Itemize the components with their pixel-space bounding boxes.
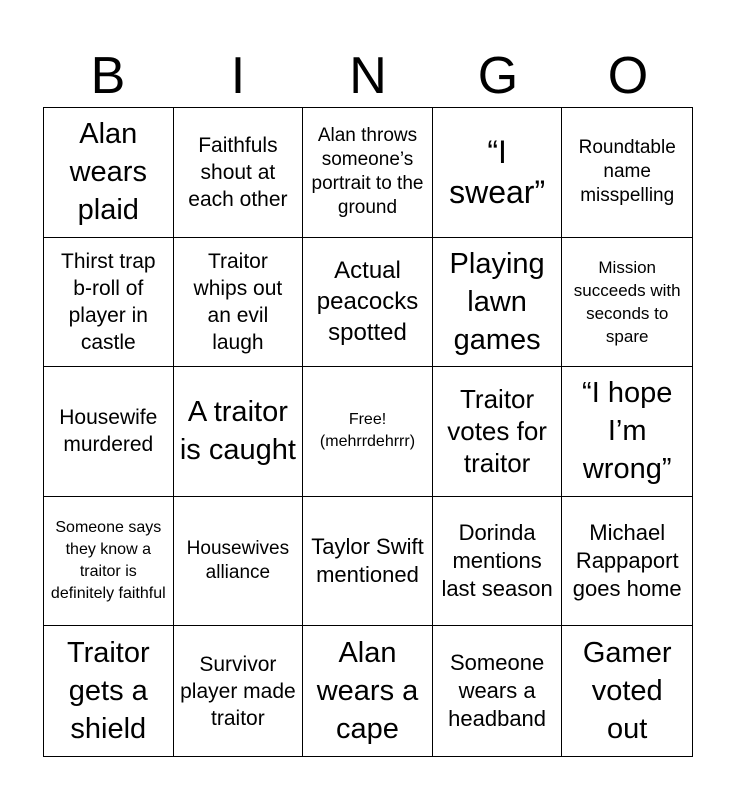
bingo-cell[interactable]: [174, 626, 304, 756]
cell-text: Roundtable name misspelling: [578, 137, 676, 207]
header-letter-n: N: [349, 47, 387, 105]
cell-text: Free! (mehrrdehrrr): [319, 411, 416, 451]
cell-text: Survivor player made traitor: [180, 652, 296, 730]
bingo-cell[interactable]: [44, 238, 174, 368]
bingo-cell[interactable]: [303, 238, 433, 368]
cell-text: Playing lawn games: [449, 247, 545, 356]
free-space-cell[interactable]: [303, 367, 433, 497]
bingo-cell[interactable]: [433, 108, 563, 238]
bingo-cell[interactable]: [433, 367, 563, 497]
bingo-cell[interactable]: [433, 238, 563, 368]
bingo-cell[interactable]: [44, 497, 174, 627]
cell-text: “I swear”: [449, 134, 546, 211]
cell-text: Traitor whips out an evil laugh: [193, 249, 283, 354]
cell-text: Someone says they know a traitor is definitely faithful: [50, 519, 166, 603]
header-letter-b: B: [90, 47, 126, 105]
cell-text: Alan wears plaid: [69, 118, 147, 227]
bingo-cell[interactable]: [303, 497, 433, 627]
cell-text: Gamer voted out: [582, 637, 672, 746]
header-letter-g: G: [477, 47, 519, 105]
bingo-cell[interactable]: [433, 497, 563, 627]
cell-text: Taylor Swift mentioned: [311, 534, 424, 588]
cell-text: Michael Rappaport goes home: [572, 520, 682, 602]
cell-text: “I hope I’m wrong”: [582, 377, 673, 486]
cell-text: Faithfuls shout at each other: [188, 133, 288, 211]
bingo-cell[interactable]: [562, 238, 692, 368]
bingo-cell[interactable]: [174, 238, 304, 368]
bingo-cell[interactable]: [44, 367, 174, 497]
cell-text: Housewife murdered: [59, 406, 158, 457]
cell-text: Dorinda mentions last season: [441, 520, 553, 602]
cell-text: Alan throws someone’s portrait to the ground: [311, 125, 424, 219]
cell-text: Traitor votes for traitor: [447, 384, 547, 479]
cell-text: Mission succeeds with seconds to spare: [573, 257, 681, 346]
bingo-cell[interactable]: [433, 626, 563, 756]
cell-text: Thirst trap b-roll of player in castle: [61, 249, 156, 354]
header-letter-i: I: [230, 47, 246, 105]
bingo-cell[interactable]: [174, 497, 304, 627]
cell-text: Housewives alliance: [186, 538, 290, 584]
bingo-cell[interactable]: [303, 108, 433, 238]
bingo-cell[interactable]: [562, 497, 692, 627]
cell-text: Someone wears a headband: [448, 650, 547, 732]
bingo-cell[interactable]: [44, 108, 174, 238]
bingo-cell[interactable]: [174, 367, 304, 497]
bingo-header: [43, 44, 693, 108]
bingo-board: [43, 107, 693, 757]
cell-text: A traitor is caught: [179, 396, 296, 467]
bingo-cell[interactable]: [562, 367, 692, 497]
bingo-cell[interactable]: [562, 626, 692, 756]
bingo-cell[interactable]: [174, 108, 304, 238]
bingo-cell[interactable]: [562, 108, 692, 238]
cell-text: Traitor gets a shield: [66, 637, 150, 746]
header-letter-o: O: [607, 47, 649, 105]
bingo-cell[interactable]: [303, 626, 433, 756]
cell-text: Actual peacocks spotted: [316, 257, 419, 347]
bingo-cell[interactable]: [44, 626, 174, 756]
cell-text: Alan wears a cape: [316, 637, 419, 746]
